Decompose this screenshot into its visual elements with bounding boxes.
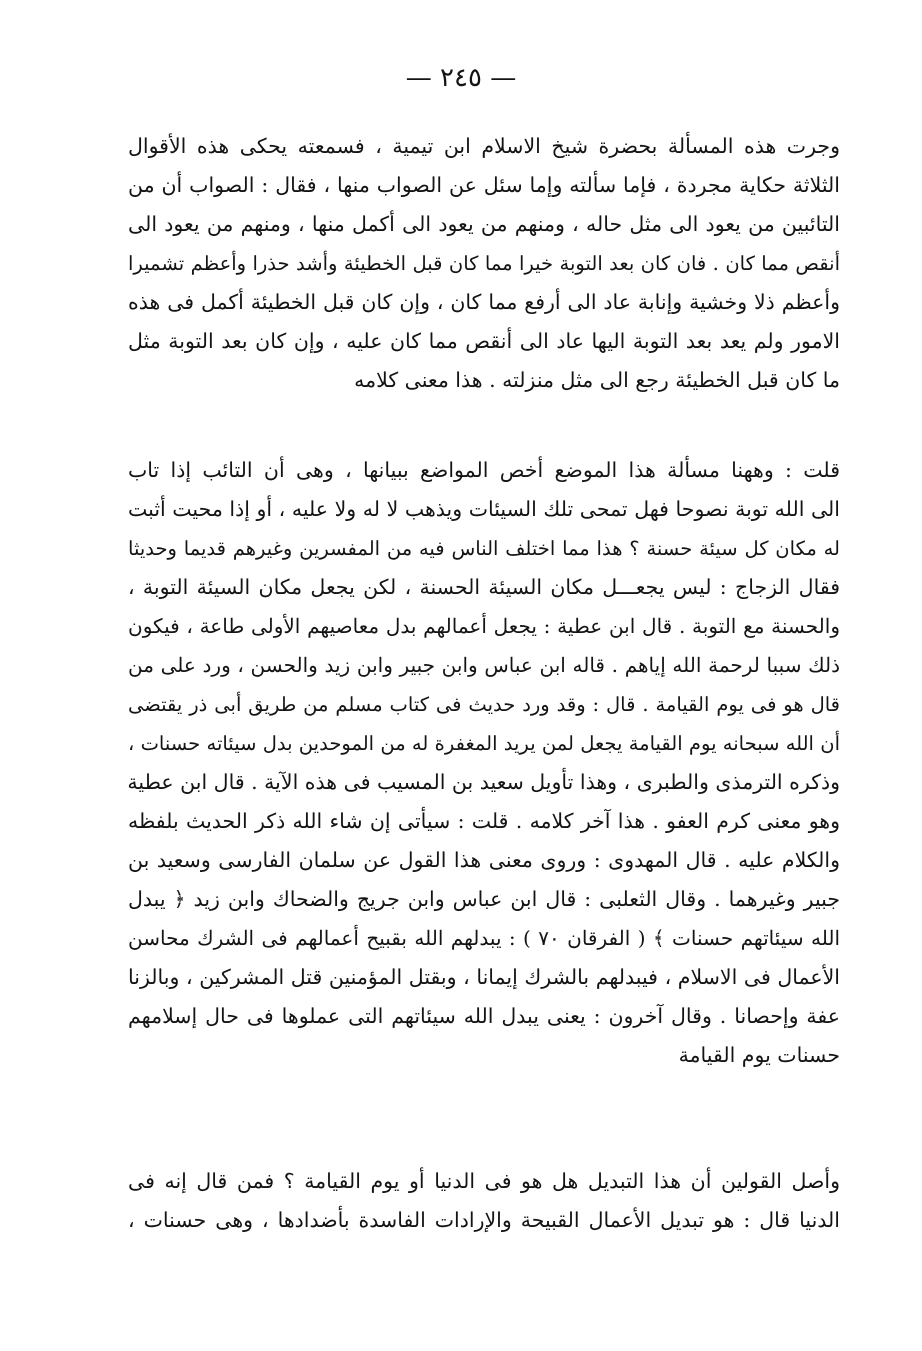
text-line: الأعمال فى الاسلام ، فيبدلهم بالشرك إيمانا ، وبقتل المؤمنين قتل المشركين ، وبالزنا [128,965,840,989]
text-line: حسنات يوم القيامة [678,1043,840,1067]
text-line: الثلاثة حكاية مجردة ، فإما سألته وإما سئل عن الصواب منها ، فقال : الصواب أن من [128,173,840,197]
text-line: وهو معنى كرم العفو . هذا آخر كلامه . قلت : سيأتى إن شاء الله ذكر الحديث بلفظه [128,809,840,833]
text-line: الدنيا قال : هو تبديل الأعمال القبيحة والإرادات الفاسدة بأضدادها ، وهى حسنات ، [128,1208,840,1232]
text-line: جبير وغيرهما . وقال الثعلبى : قال ابن عباس وابن جريج والضحاك وابن زيد ﴿ يبدل [128,887,840,911]
text-line: التائبين من يعود الى مثل حاله ، ومنهم من يعود الى أكمل منها ، ومنهم من يعود الى [128,212,840,236]
text-line: قال هو فى يوم القيامة . قال : وقد ورد حديث فى كتاب مسلم من طريق أبى ذر يقتضى [128,693,840,716]
text-line: وذكره الترمذى والطبرى ، وهذا تأويل سعيد بن المسيب فى هذه الآية . قال ابن عطية [127,770,840,794]
text-line: ما كان قبل الخطيئة رجع الى مثل منزلته . هذا معنى كلامه [354,368,840,392]
paragraph-1 [128,127,840,400]
text-line: الى الله توبة نصوحا فهل تمحى تلك السيئات ويذهب لا له ولا عليه ، أو إذا محيت أثبت [128,497,840,521]
text-line: أن الله سبحانه يوم القيامة يجعل لمن يريد المغفرة له من الموحدين بدل سيئاته حسنات ، [128,732,840,755]
text-line: أنقص مما كان . فان كان بعد التوبة خيرا مما كان قبل الخطيئة وأشد حذرا وأعظم تشميرا [128,252,840,275]
text-line: له مكان كل سيئة حسنة ؟ هذا مما اختلف الناس فيه من المفسرين وغيرهم قديما وحديثا [128,537,840,560]
text-line: وأعظم ذلا وخشية وإنابة عاد الى أرفع مما كان ، وإن كان قبل الخطيئة أكمل فى هذه [128,290,840,314]
text-line: فقال الزجاج : ليس يجعـــل مكان السيئة الحسنة ، لكن يجعل مكان السيئة التوبة ، [128,575,840,599]
paragraph-3 [128,1162,840,1240]
paragraph-2 [128,451,840,1075]
text-line: وجرت هذه المسألة بحضرة شيخ الاسلام ابن تيمية ، فسمعته يحكى هذه الأقوال [128,134,840,158]
text-line: عفة وإحصانا . وقال آخرون : يعنى يبدل الله سيئاتهم التى عملوها فى حال إسلامهم [128,1004,840,1028]
page-number: — ٢٤٥ — [405,63,517,93]
text-line: الله سيئاتهم حسنات ﴾ ( الفرقان ٧٠ ) : يبدلهم الله بقبيح أعمالهم فى الشرك محاسن [128,926,841,950]
text-line: والحسنة مع التوبة . قال ابن عطية : يجعل أعمالهم بدل معاصيهم الأولى طاعة ، فيكون [128,614,840,638]
text-line: ذلك سببا لرحمة الله إياهم . قاله ابن عباس وابن جبير وابن زيد والحسن ، ورد على من [128,653,840,677]
text-line: الامور ولم يعد بعد التوبة اليها عاد الى أنقص مما كان عليه ، وإن كان بعد التوبة مثل [128,329,840,353]
text-line: وأصل القولين أن هذا التبديل هل هو فى الدنيا أو يوم القيامة ؟ فمن قال إنه فى [128,1169,840,1193]
text-line: والكلام عليه . قال المهدوى : وروى معنى هذا القول عن سلمان الفارسى وسعيد بن [128,848,840,872]
text-line: قلت : وههنا مسألة هذا الموضع أخص المواضع ببيانها ، وهى أن التائب إذا تاب [128,458,840,482]
